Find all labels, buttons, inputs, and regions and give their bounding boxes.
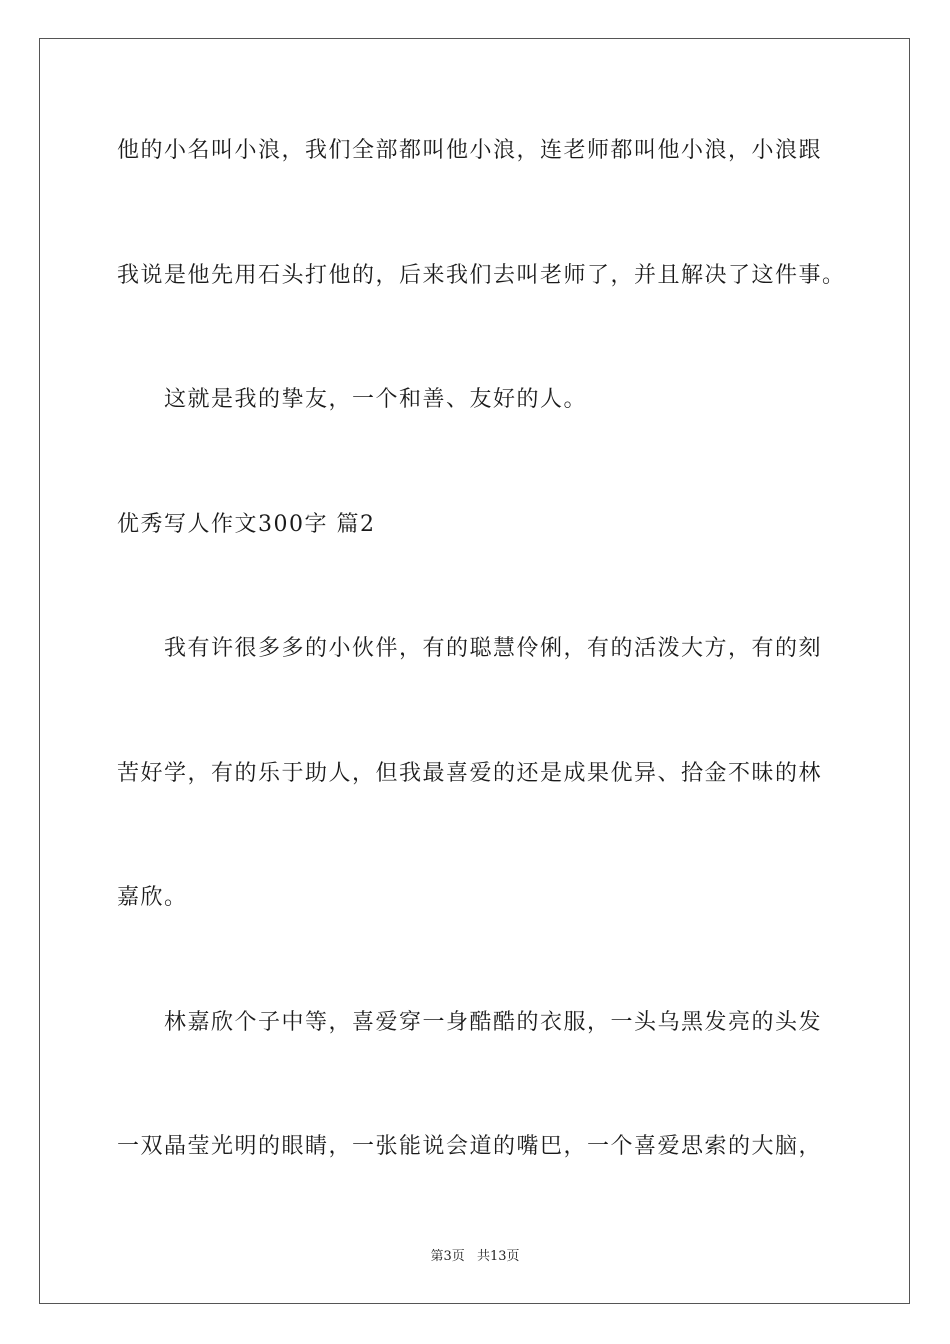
paragraph-text-line: 林嘉欣个子中等，喜爱穿一身酷酷的衣服，一头乌黑发亮的头发 bbox=[164, 1010, 823, 1035]
body-text-line: 嘉欣。 bbox=[117, 885, 188, 910]
page-footer bbox=[0, 1248, 950, 1266]
body-text-line: 苦好学，有的乐于助人，但我最喜爱的还是成果优异、拾金不昧的林 bbox=[117, 761, 823, 786]
total-pages: 共13页 bbox=[476, 1249, 520, 1264]
page-border bbox=[39, 38, 910, 1304]
body-text-line: 我说是他先用石头打他的，后来我们去叫老师了，并且解决了这件事。 bbox=[117, 263, 846, 288]
page-number: 第3页 bbox=[430, 1249, 465, 1264]
paragraph-text-line: 我有许很多多的小伙伴，有的聪慧伶俐，有的活泼大方，有的刻 bbox=[164, 636, 823, 661]
body-text-line: 他的小名叫小浪，我们全部都叫他小浪，连老师都叫他小浪，小浪跟 bbox=[117, 138, 823, 163]
body-text-line: 一双晶莹光明的眼睛，一张能说会道的嘴巴，一个喜爱思索的大脑， bbox=[117, 1134, 823, 1159]
paragraph-text-line: 这就是我的挚友，一个和善、友好的人。 bbox=[164, 387, 588, 412]
section-heading: 优秀写人作文300字 篇2 bbox=[117, 512, 376, 537]
